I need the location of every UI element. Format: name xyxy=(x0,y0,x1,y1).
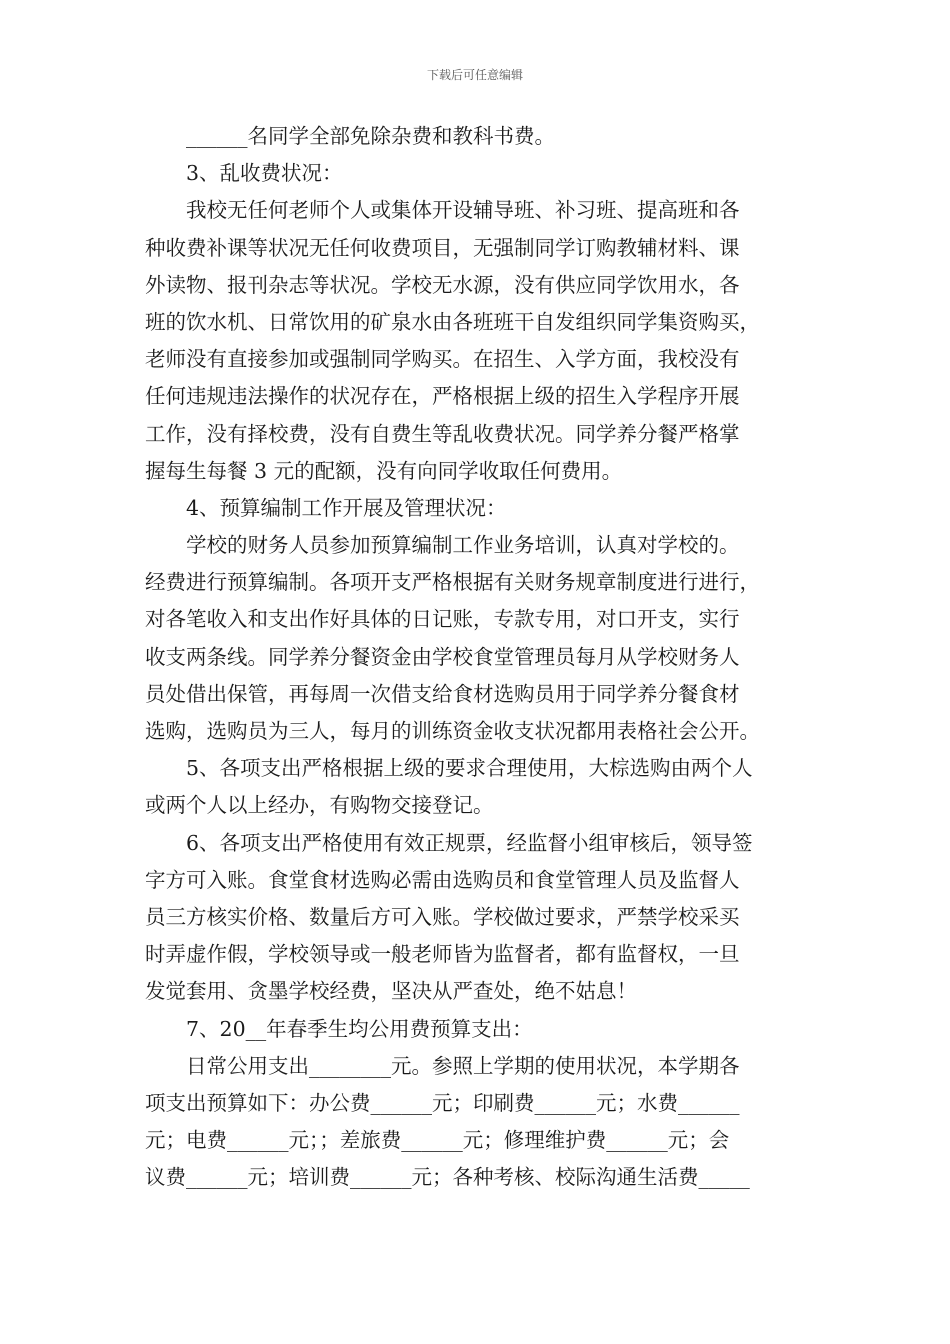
text-line: 议费______元；培训费______元；各种考核、校际沟通生活费_____ xyxy=(145,1165,750,1190)
text-line: 6、各项支出严格使用有效正规票，经监督小组审核后，领导签 xyxy=(186,830,753,855)
text-line: 对各笔收入和支出作好具体的日记账，专款专用，对口开支，实行 xyxy=(145,607,740,632)
text-line: 或两个人以上经办，有购物交接登记。 xyxy=(145,793,494,818)
text-line: 种收费补课等状况无任何收费项目，无强制同学订购教辅材料、课 xyxy=(145,235,740,260)
text-line: 时弄虚作假，学校领导或一般老师皆为监督者，都有监督权，一旦 xyxy=(145,942,740,967)
text-line: ______名同学全部免除杂费和教科书费。 xyxy=(186,124,555,148)
document-body xyxy=(145,118,805,1196)
text-line: 握每生每餐 3 元的配额，没有向同学收取任何费用。 xyxy=(145,458,623,483)
text-line: 元；电费______元；；差旅费______元；修理维护费______元；会 xyxy=(145,1128,730,1153)
text-line: 老师没有直接参加或强制同学购买。在招生、入学方面，我校没有 xyxy=(145,347,740,372)
text-line: 员处借出保管，再每周一次借支给食材选购员用于同学养分餐食材 xyxy=(145,681,740,706)
text-line: 收支两条线。同学养分餐资金由学校食堂管理员每月从学校财务人 xyxy=(145,644,740,669)
text-line: 日常公用支出________元。参照上学期的使用状况，本学期各 xyxy=(186,1053,740,1078)
text-line: 外读物、报刊杂志等状况。学校无水源，没有供应同学饮用水，各 xyxy=(145,272,740,297)
text-line: 选购，选购员为三人，每月的训练资金收支状况都用表格社会公开。 xyxy=(145,719,760,743)
text-line: 3、乱收费状况： xyxy=(186,161,343,186)
text-line: 发觉套用、贪墨学校经费，坚决从严查处，绝不姑息！ xyxy=(145,979,637,1004)
text-line: 5、各项支出严格根据上级的要求合理使用，大棕选购由两个人 xyxy=(186,756,753,781)
text-line: 班的饮水机、日常饮用的矿泉水由各班班干自发组织同学集资购买， xyxy=(145,309,760,334)
text-line: 员三方核实价格、数量后方可入账。学校做过要求，严禁学校采买 xyxy=(145,904,740,929)
text-line: 经费进行预算编制。各项开支严格根据有关财务规章制度进行进行， xyxy=(145,570,760,595)
text-line: 工作，没有择校费，没有自费生等乱收费状况。同学养分餐严格掌 xyxy=(145,421,740,446)
text-line: 4、预算编制工作开展及管理状况： xyxy=(186,495,507,520)
text-line: 项支出预算如下：办公费______元；印刷费______元；水费______ xyxy=(145,1090,740,1115)
page-header: 下载后可任意编辑 xyxy=(426,68,523,82)
text-line: 字方可入账。食堂食材选购必需由选购员和食堂管理人员及监督人 xyxy=(145,867,740,892)
text-line: 7、20__年春季生均公用费预算支出： xyxy=(186,1016,533,1041)
text-line: 我校无任何老师个人或集体开设辅导班、补习班、提高班和各 xyxy=(186,198,740,223)
text-line: 任何违规违法操作的状况存在，严格根据上级的招生入学程序开展 xyxy=(145,384,740,409)
text-line: 学校的财务人员参加预算编制工作业务培训，认真对学校的。 xyxy=(186,533,740,558)
